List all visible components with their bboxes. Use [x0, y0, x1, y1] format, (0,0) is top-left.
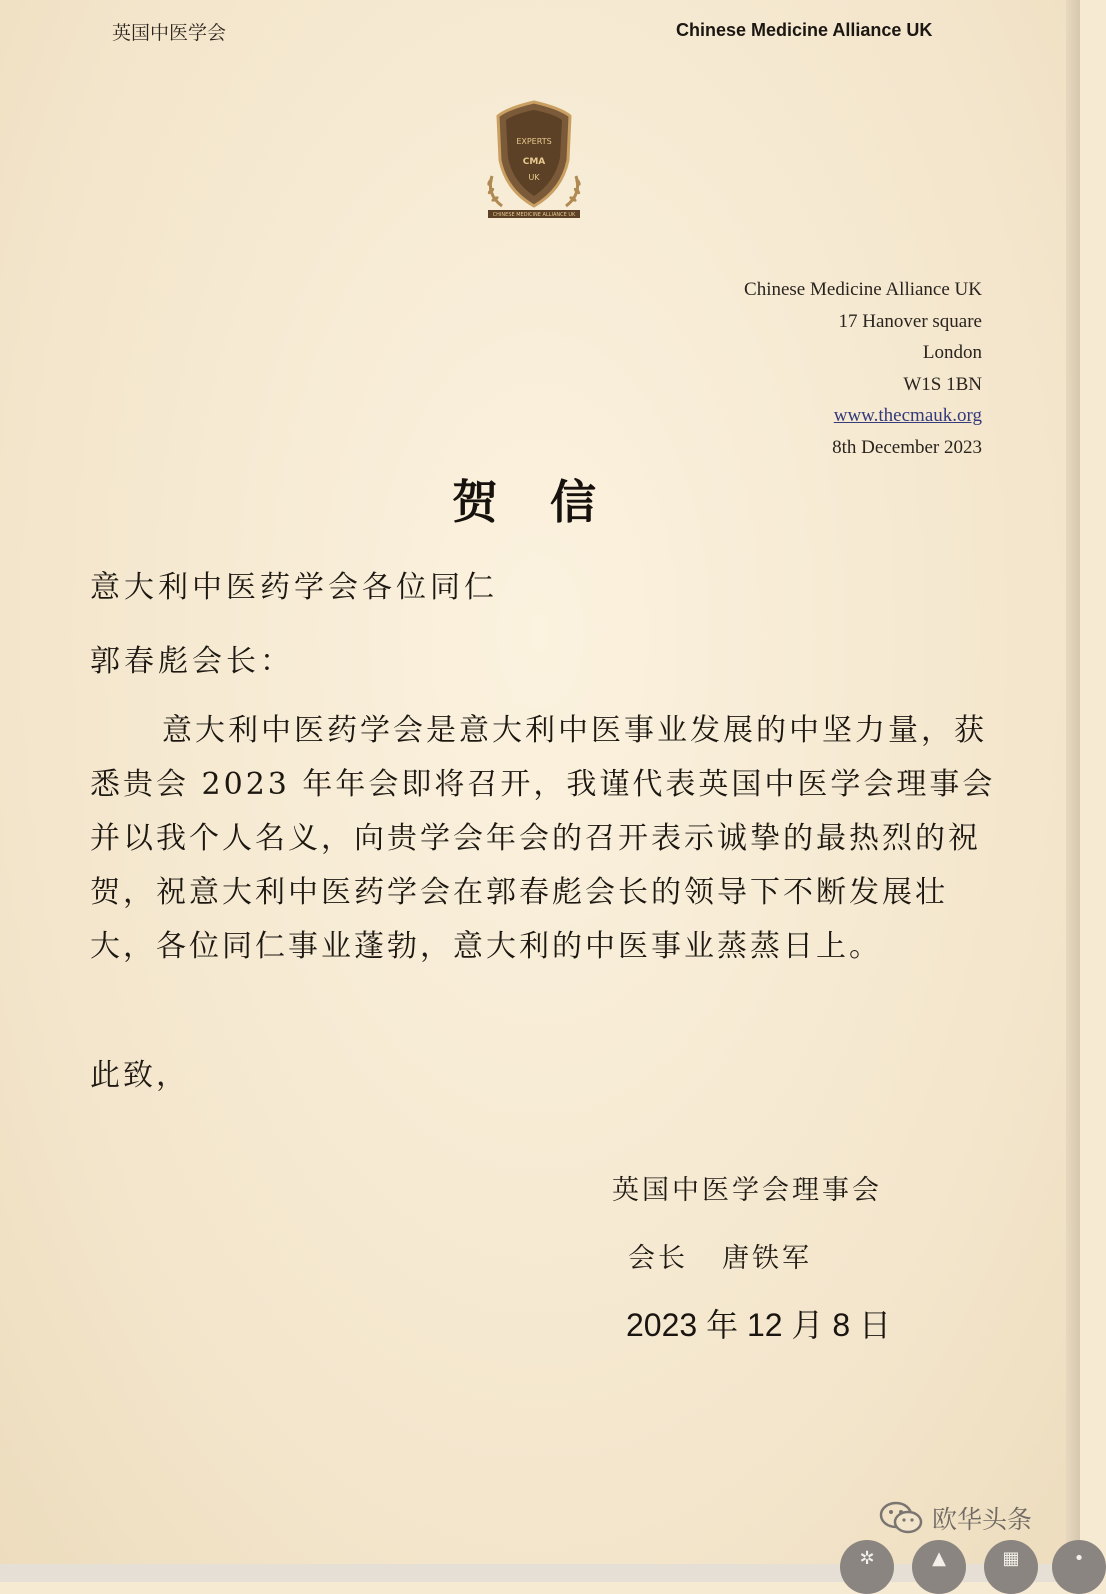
- sender-address: [744, 274, 982, 463]
- share-button[interactable]: ▲: [912, 1540, 966, 1594]
- address-org: Chinese Medicine Alliance UK: [744, 279, 982, 300]
- address-street: 17 Hanover square: [838, 310, 982, 332]
- website-link[interactable]: www.thecmauk.org: [833, 405, 982, 426]
- sparkle-button[interactable]: ✲: [840, 1540, 894, 1594]
- grid-button[interactable]: ▦: [984, 1540, 1038, 1594]
- letter-body: [90, 704, 1010, 974]
- header-org-english: Chinese Medicine Alliance UK: [676, 20, 933, 40]
- signature-line: [628, 1236, 812, 1275]
- letter-title: 贺 信: [451, 475, 614, 529]
- signature-date: 2023 年 12 月 8 日: [626, 1307, 892, 1343]
- address-postcode: W1S 1BN: [903, 373, 982, 395]
- logo-text-uk: UK: [528, 173, 540, 182]
- header-org-chinese: 英国中医学会: [112, 22, 227, 44]
- signature-role: 会长: [628, 1243, 688, 1274]
- page-edge: [1066, 0, 1080, 1582]
- logo-ribbon-text: CHINESE MEDICINE ALLIANCE UK: [492, 212, 576, 218]
- address-city: London: [922, 342, 982, 363]
- more-button[interactable]: •: [1052, 1540, 1106, 1594]
- logo-text-experts: EXPERTS: [516, 137, 552, 146]
- logo-text-cma: CMA: [522, 157, 546, 167]
- wechat-icon: [878, 1500, 924, 1536]
- signature-org: 英国中医学会理事会: [612, 1175, 882, 1206]
- letter-date-english: 8th December 2023: [832, 436, 982, 458]
- source-watermark: [878, 1498, 1032, 1538]
- body-paragraph: 意大利中医药学会是意大利中医事业发展的中坚力量，获悉贵会 2023 年年会即将召开，我谨代表英国中医学会理事会并以我个人名义，向贵学会年会的召开表示诚挚的最热烈的祝贺，祝意大利中医药学会在郭春彪会长的领导下不断发展壮大，各位同仁事业蓬勃，意大利的中医事业蒸蒸日上。: [90, 713, 996, 964]
- signature-name: 唐铁军: [722, 1243, 812, 1274]
- greeting-recipients: 意大利中医药学会各位同仁: [90, 570, 498, 605]
- watermark-text: 欧华头条: [932, 1505, 1033, 1534]
- greeting-president: 郭春彪会长：: [90, 644, 294, 679]
- closing-phrase: 此致，: [90, 1058, 189, 1093]
- shield-crest-logo: [478, 98, 590, 222]
